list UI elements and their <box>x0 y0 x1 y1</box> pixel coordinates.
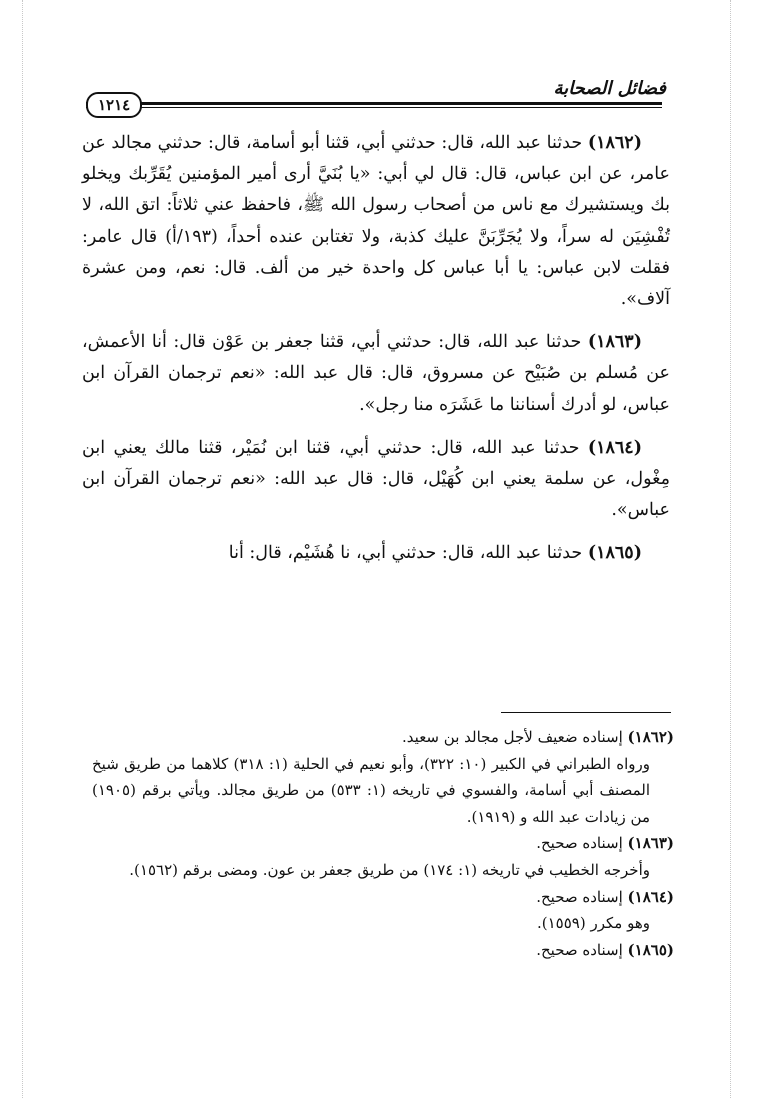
hadith-entry-1864 <box>82 433 670 527</box>
book-title: فضائل الصحابة <box>553 78 666 99</box>
footnote-1865 <box>92 937 674 964</box>
hadith-number: (١٨٦٢) <box>587 133 642 153</box>
footnote-grading: إسناده صحيح. <box>536 940 623 959</box>
header-rule <box>86 102 662 105</box>
hadith-entry-1862 <box>82 128 670 315</box>
footnote-1863 <box>92 830 674 857</box>
scan-margin-line-right <box>730 0 731 1098</box>
hadith-text: حدثنا عبد الله، قال: حدثني أبي، قثنا أبو أسامة، قال: حدثني مجالد عن عامر، عن ابن عباس، قال: قال لي أبي: «يا بُنَيَّ أرى أمير المؤمنين يُقَرِّبك ويخلو بك ويستشيرك مع ناس من أصحاب رسول الله ﷺ، فاحفظ عني ثلاثاً: اتق الله، لا تُفْشِيَن له سراً، ولا يُجَرِّبَنَّ عليك كذبة، ولا تغتابن عنده أحداً، (١٩٣/أ) قال عامر: فقلت لابن عباس: يا أبا عباس كل واحدة خير من ألف. قال: نعم، ومن عشرة آلاف». <box>82 133 670 310</box>
footnote-grading: إسناده صحيح. <box>536 834 623 853</box>
hadith-text: حدثنا عبد الله، قال: حدثني أبي، قثنا جعفر بن عَوْن قال: أنا الأعمش، عن مُسلم بن صُبَيْح عن مسروق، قال: قال عبد الله: «نعم ترجمان القرآن ابن عباس، لو أدرك أسناننا ما عَشَرَه منا رجل». <box>82 332 670 415</box>
footnote-grading: إسناده ضعيف لأجل مجالد بن سعيد. <box>402 728 623 746</box>
footnote-1862 <box>92 724 674 751</box>
footnote-1864 <box>92 884 674 911</box>
footnote-separator <box>501 712 671 713</box>
hadith-text: حدثنا عبد الله، قال: حدثني أبي، نا هُشَيْم، قال: أنا <box>228 543 583 564</box>
hadith-entry-1863 <box>82 327 670 421</box>
footnote-number: (١٨٦٤) <box>627 887 674 906</box>
header-rule-thin <box>86 107 662 108</box>
footnote-1863-body: وأخرجه الخطيب في تاريخه (١: ١٧٤) من طريق جعفر بن عون. ومضى برقم (١٥٦٢). <box>129 860 650 879</box>
footnote-1864-body: وهو مكرر (١٥٥٩). <box>537 914 650 933</box>
footnote-number: (١٨٦٣) <box>627 834 674 853</box>
hadith-number: (١٨٦٣) <box>587 332 642 353</box>
scan-margin-line-left <box>22 0 23 1098</box>
main-text <box>82 128 670 582</box>
footnote-number: (١٨٦٢) <box>627 728 674 746</box>
hadith-text: حدثنا عبد الله، قال: حدثني أبي، قثنا ابن نُمَيْر، قثنا مالك يعني ابن مِغْول، عن سلمة يعني ابن كُهَيْل، قال: قال عبد الله: «نعم ترجمان القرآن ابن عباس». <box>82 437 670 521</box>
footnotes <box>92 724 674 963</box>
hadith-entry-1865 <box>82 538 670 569</box>
footnote-1862-body: ورواه الطبراني في الكبير (١٠: ٣٢٢)، وأبو نعيم في الحلية (١: ٣١٨) كلاهما من طريق شيخ المصنف أبي أسامة، والفسوي في تاريخه (١: ٥٣٣) من طريق مجالد. ويأتي برقم (١٩٠٥) من زيادات عبد الله و (١٩١٩). <box>92 754 650 826</box>
page-number: ١٢١٤ <box>86 92 142 118</box>
page-header <box>86 74 666 118</box>
hadith-number: (١٨٦٤) <box>587 437 642 458</box>
footnote-number: (١٨٦٥) <box>627 940 674 959</box>
hadith-number: (١٨٦٥) <box>587 543 642 564</box>
footnote-grading: إسناده صحيح. <box>536 887 623 906</box>
